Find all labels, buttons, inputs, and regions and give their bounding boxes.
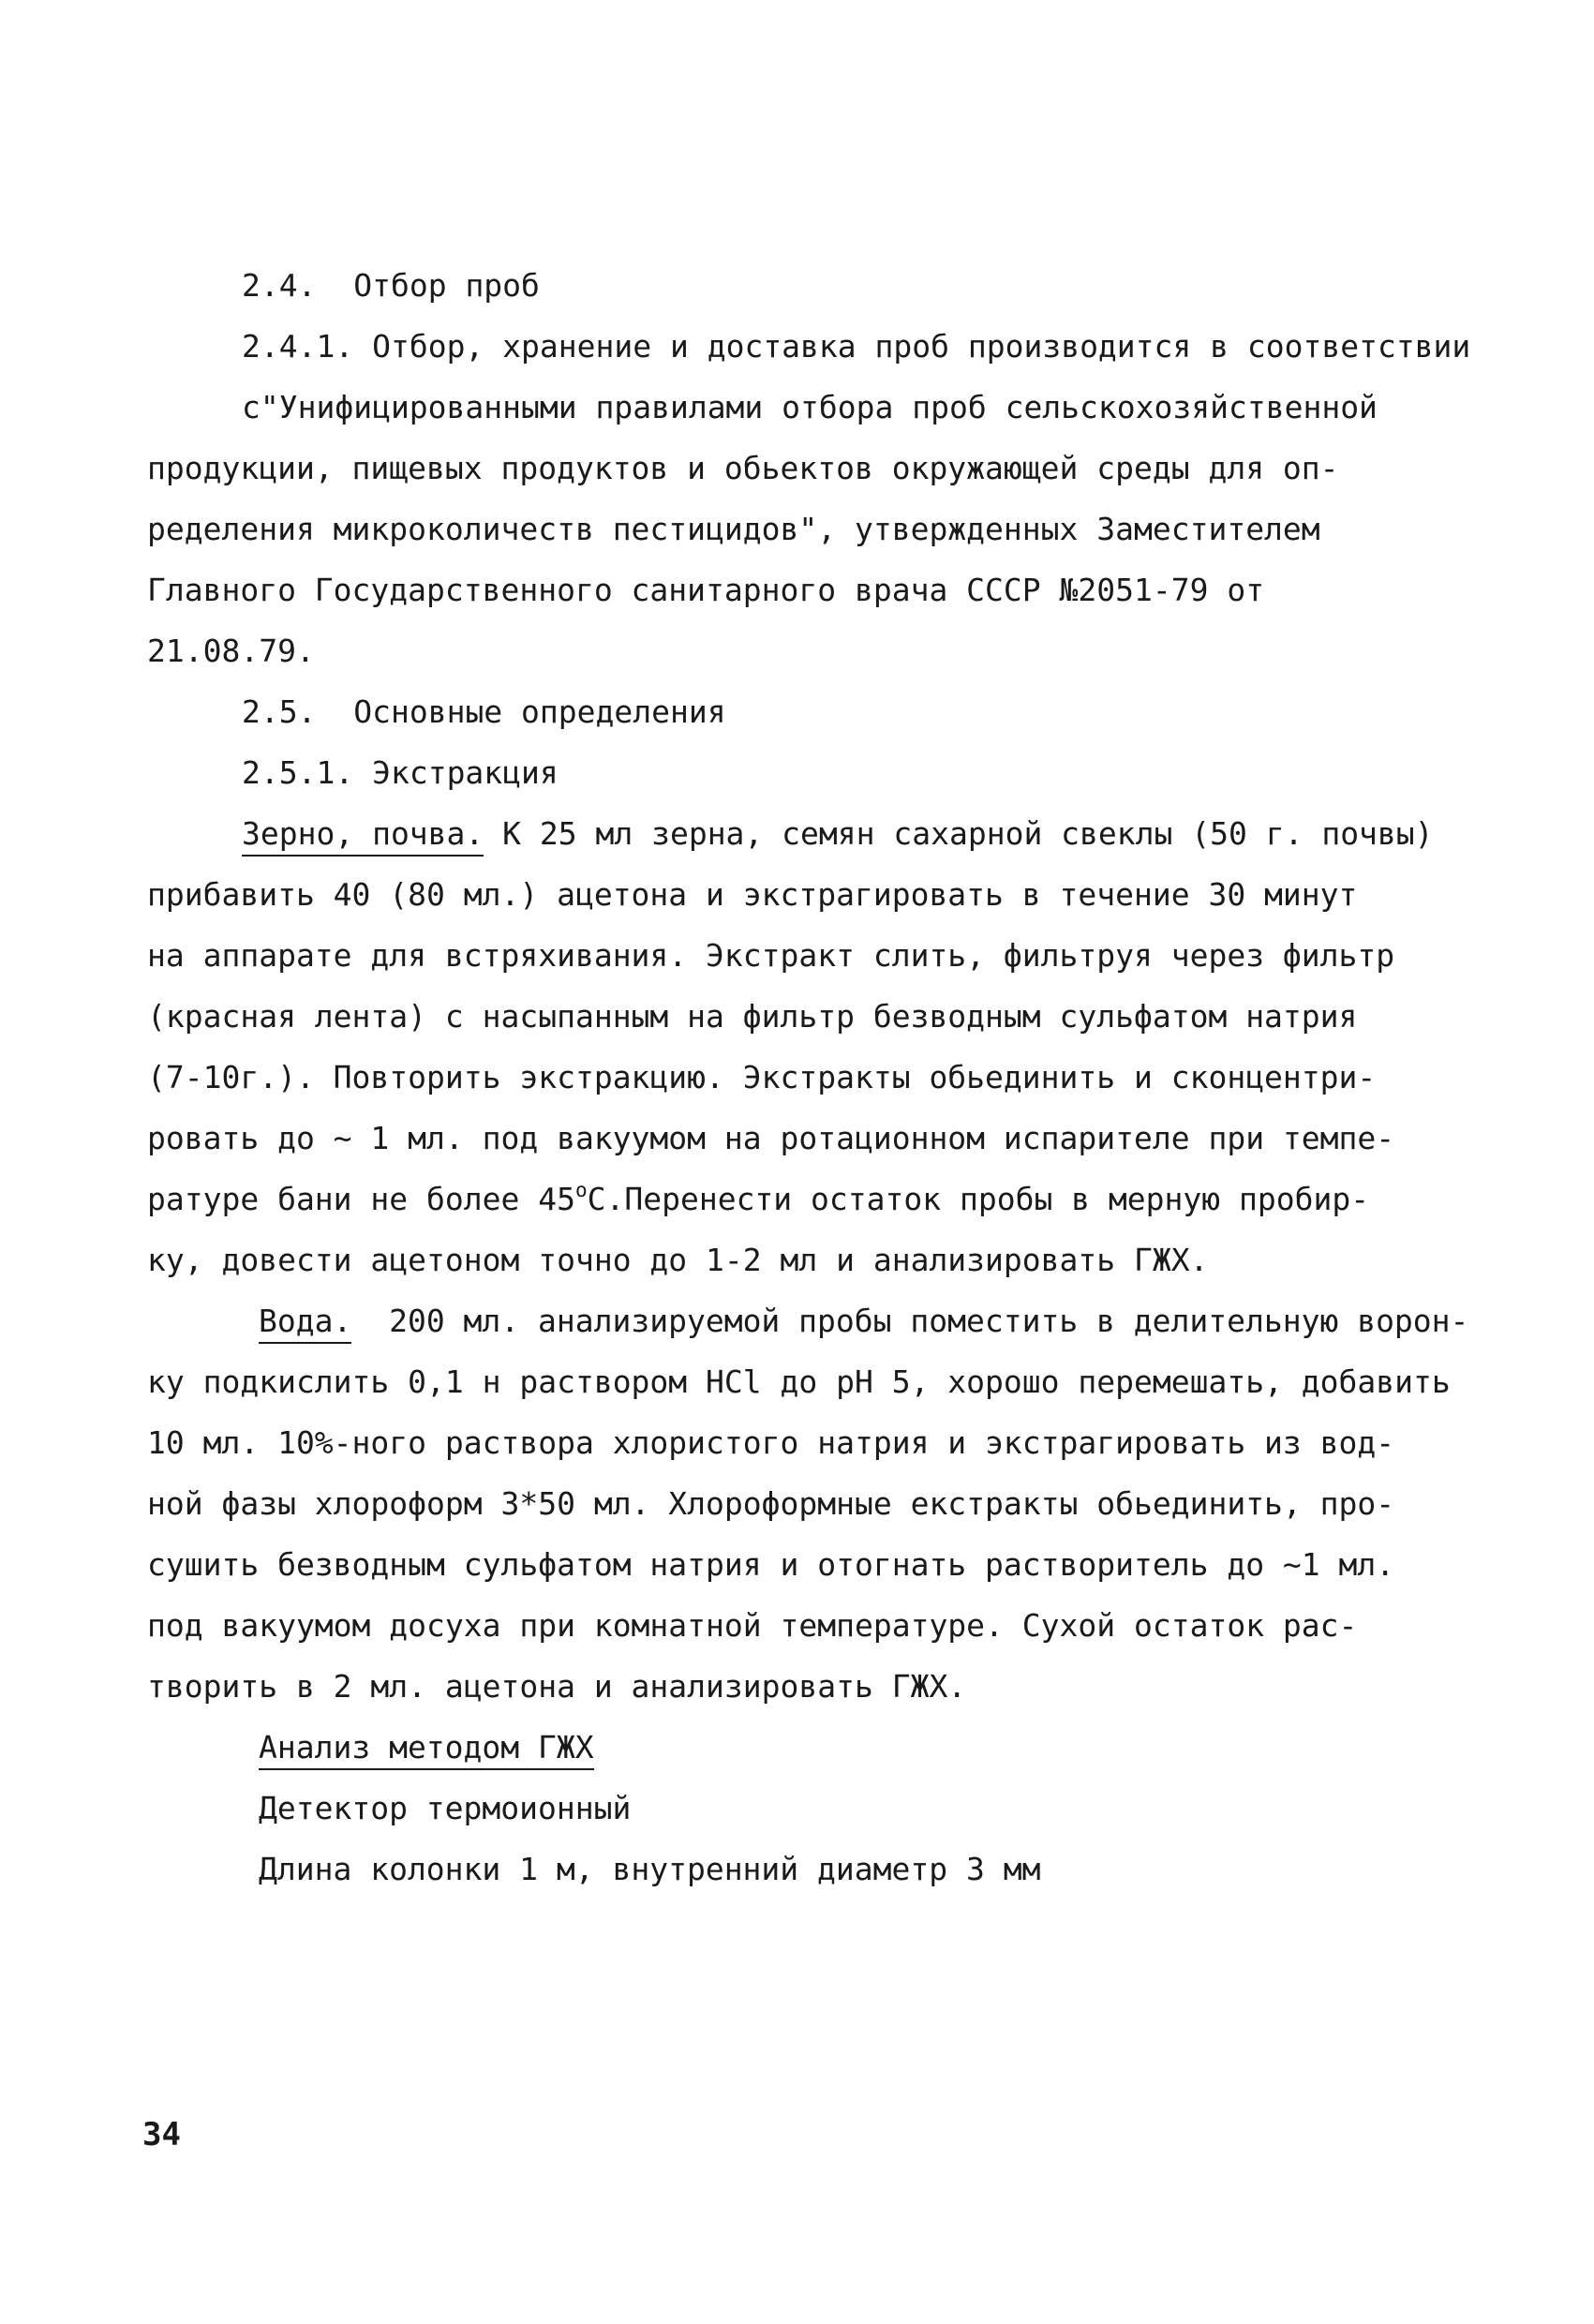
paragraph-line: творить в 2 мл. ацетона и анализировать ГЖХ. <box>147 1668 967 1705</box>
paragraph-line: под вакуумом досуха при комнатной температуре. Сухой остаток рас- <box>147 1607 1358 1644</box>
paragraph-line: продукции, пищевых продуктов и обьектов окружающей среды для оп- <box>147 450 1339 486</box>
paragraph-number: 2.4.1. <box>242 328 354 365</box>
section-title: Основные определения <box>353 693 726 730</box>
paragraph-line: (красная лента) с насыпанным на фильтр безводным сульфатом натрия <box>147 998 1358 1035</box>
section-title: Экстракция <box>372 754 559 791</box>
paragraph-text: Отбор, хранение и доставка проб производится в соответствии <box>372 328 1471 365</box>
water-first-line <box>259 1303 1468 1340</box>
soil-grain-label: Зерно, почва. <box>242 815 484 857</box>
paragraph-text: С.Перенести остаток пробы в мерную пробир- <box>587 1181 1370 1217</box>
section-number: 2.5. <box>242 693 317 730</box>
section-2-4-heading <box>242 267 540 305</box>
section-2-5-heading <box>242 693 726 731</box>
paragraph-line: 21.08.79. <box>147 633 315 669</box>
paragraph-line: ной фазы хлороформ 3*50 мл. Хлороформные екстракты обьединить, про- <box>147 1485 1395 1522</box>
soil-grain-first-line <box>242 815 1434 853</box>
paragraph-line: на аппарате для встряхивания. Экстракт слить, фильтруя через фильтр <box>147 937 1395 974</box>
section-number: 2.5.1. <box>242 754 354 791</box>
water-label: Вода. <box>259 1303 351 1344</box>
paragraph-line: ровать до ~ 1 мл. под вакуумом на ротационном испарителе при темпе- <box>147 1120 1395 1156</box>
paragraph-line: прибавить 40 (80 мл.) ацетона и экстрагировать в течение 30 минут <box>147 876 1358 913</box>
section-title: Отбор проб <box>353 267 540 304</box>
section-number: 2.4. <box>242 267 317 304</box>
page-number: 34 <box>142 2116 181 2153</box>
paragraph-line: с"Унифицированными правилами отбора проб сельскохозяйственной <box>242 389 1378 425</box>
gc-analysis-title: Анализ методом ГЖХ <box>259 1729 594 1770</box>
paragraph-line: ределения микроколичеств пестицидов", утвержденных Заместителем <box>147 511 1320 547</box>
temperature-line <box>147 1181 1369 1218</box>
paragraph-line: ку подкислить 0,1 н раствором HCl до pH 5, хорошо перемешать, добавить <box>147 1363 1451 1400</box>
paragraph-text: К 25 мл зерна, семян сахарной свеклы (50 г. почвы) <box>484 815 1434 852</box>
column-line: Длина колонки 1 м, внутренний диаметр 3 мм <box>259 1851 1041 1887</box>
paragraph-text: ратуре бани не более 45 <box>147 1181 575 1217</box>
para-2-4-1-first-line <box>242 328 1470 365</box>
degree-superscript: о <box>574 1179 588 1201</box>
detector-line: Детектор термоионный <box>259 1790 632 1826</box>
gc-analysis-heading <box>259 1729 594 1766</box>
paragraph-line: 10 мл. 10%-ного раствора хлористого натрия и экстрагировать из вод- <box>147 1424 1395 1461</box>
paragraph-line: ку, довести ацетоном точно до 1-2 мл и анализировать ГЖХ. <box>147 1242 1209 1278</box>
section-2-5-1-heading <box>242 754 559 792</box>
paragraph-line: Главного Государственного санитарного врача СССР №2051-79 от <box>147 572 1265 608</box>
paragraph-line: сушить безводным сульфатом натрия и отогнать растворитель до ~1 мл. <box>147 1546 1395 1583</box>
paragraph-line: (7-10г.). Повторить экстракцию. Экстракты обьединить и сконцентри- <box>147 1059 1377 1095</box>
paragraph-text: 200 мл. анализируемой пробы поместить в делительную ворон- <box>351 1303 1469 1339</box>
